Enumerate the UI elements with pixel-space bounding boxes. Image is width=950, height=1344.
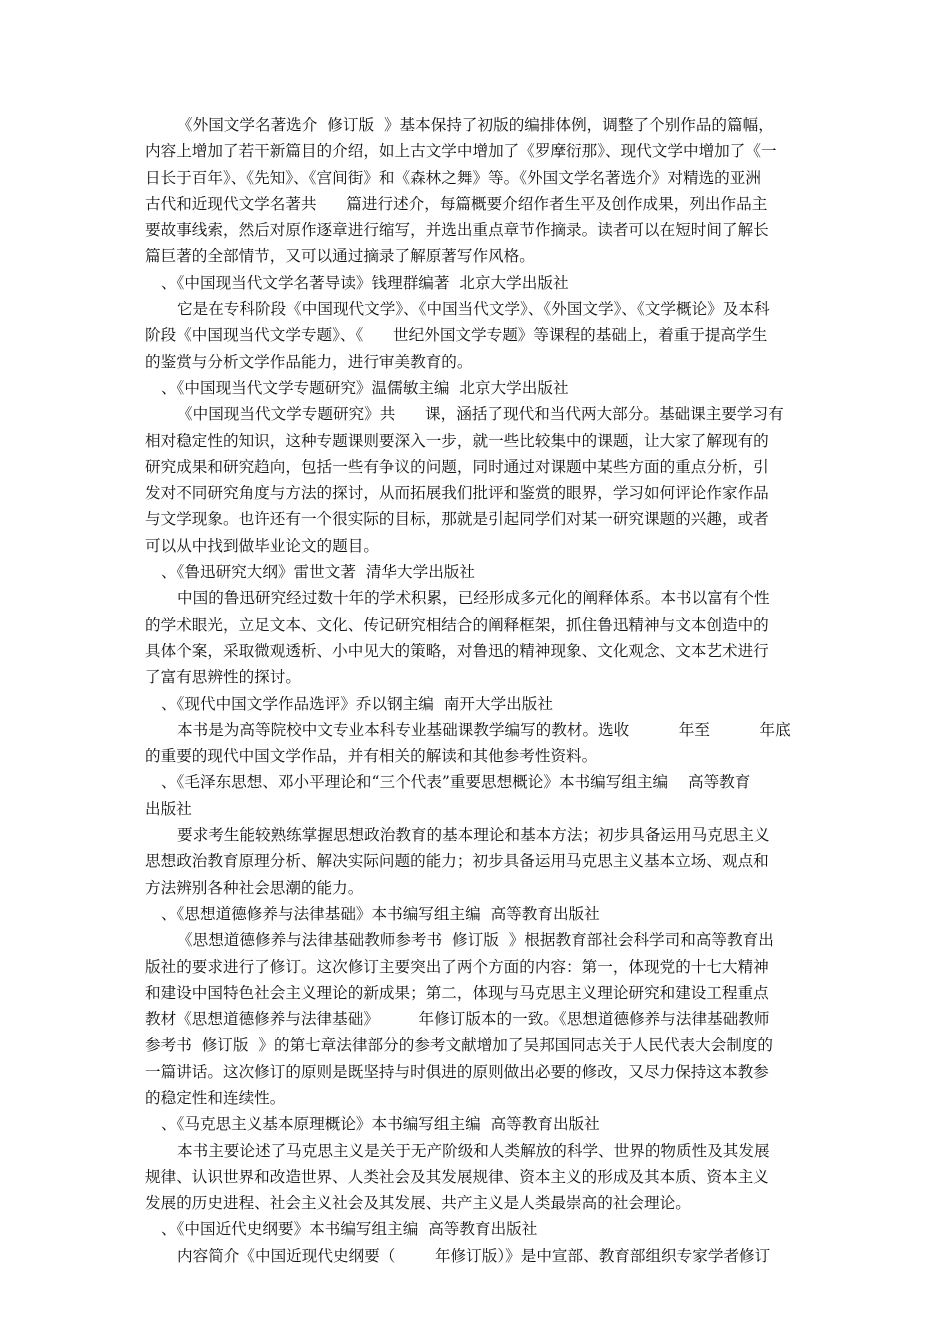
paragraph-line: 思想政治教育原理分析、解决实际问题的能力；初步具备运用马克思主义基本立场、观点和 <box>145 852 769 871</box>
paragraph-line: 可以从中找到做毕业论文的题目。 <box>145 536 379 555</box>
paragraph-line: 古代和近现代文学名著共 篇进行述介，每篇概要介绍作者生平及创作成果，列出作品主 <box>145 194 768 213</box>
paragraph-line: 发展的历史进程、社会主义社会及其发展、共产主义是人类最崇高的社会理论。 <box>145 1194 691 1213</box>
paragraph-line: 的鉴赏与分析文学作品能力，进行审美教育的。 <box>145 352 473 371</box>
paragraph-first-line: 《外国文学名著选介 修订版 》基本保持了初版的编排体例，调整了个别作品的篇幅， <box>177 116 774 134</box>
paragraph-line: 具体个案，采取微观透析、小中见大的策略，对鲁迅的精神现象、文化观念、文本艺术进行 <box>145 641 769 660</box>
book-entry-heading: 、《中国现当代文学专题研究》温儒敏主编 北京大学出版社 <box>161 378 569 397</box>
paragraph-first-line: 中国的鲁迅研究经过数十年的学术积累，已经形成多元化的阐释体系。本书以富有个性 <box>177 589 770 608</box>
paragraph-first-line: 它是在专科阶段《中国现代文学》、《中国当代文学》、《外国文学》、《文学概论》及本科 <box>177 300 770 319</box>
paragraph-line: 方法辨别各种社会思潮的能力。 <box>145 878 364 897</box>
paragraph-first-line: 内容简介《中国近现代史纲要（ 年修订版）》是中宣部、教育部组织专家学者修订 <box>177 1246 771 1265</box>
paragraph-line: 版社的要求进行了修订。这次修订主要突出了两个方面的内容：第一，体现党的十七大精神 <box>145 957 769 976</box>
paragraph-line: 的重要的现代中国文学作品，并有相关的解读和其他参考性资料。 <box>145 747 598 766</box>
paragraph-line: 规律、认识世界和改造世界、人类社会及其发展规律、资本主义的形成及其本质、资本主义 <box>145 1167 769 1186</box>
book-entry-heading: 、《鲁迅研究大纲》雷世文著 清华大学出版社 <box>161 563 475 582</box>
paragraph-line: 了富有思辨性的探讨。 <box>145 668 301 687</box>
paragraph-line: 内容上增加了若干新篇目的介绍，如上古文学中增加了《罗摩衍那》、现代文学中增加了《一 <box>145 142 777 161</box>
paragraph-line: 阶段《中国现当代文学专题》、《 世纪外国文学专题》等课程的基础上，着重于提高学生 <box>145 326 768 345</box>
paragraph-first-line: 《思想道德修养与法律基础教师参考书 修订版 》根据教育部社会科学司和高等教育出 <box>177 931 774 950</box>
paragraph-line: 研究成果和研究趋向，包括一些有争议的问题，同时通过对课题中某些方面的重点分析，引 <box>145 457 769 476</box>
paragraph-first-line: 要求考生能较熟练掌握思想政治教育的基本理论和基本方法；初步具备运用马克思主义 <box>177 826 770 845</box>
paragraph-line: 要故事线索，然后对原作逐章进行缩写，并选出重点章节作摘录。读者可以在短时间了解长 <box>145 221 769 240</box>
book-entry-heading: 、《现代中国文学作品选评》乔以钢主编 南开大学出版社 <box>161 694 553 713</box>
paragraph-line: 发对不同研究角度与方法的探讨，从而拓展我们批评和鉴赏的眼界，学习如何评论作家作品 <box>145 484 769 503</box>
paragraph-first-line: 本书是为高等院校中文专业本科专业基础课教学编写的教材。选收 年至 年底 <box>177 720 791 739</box>
paragraph-line: 相对稳定性的知识，这种专题课则要深入一步，就一些比较集中的课题，让大家了解现有的 <box>145 431 769 450</box>
paragraph-line: 参考书 修订版 》的第七章法律部分的参考文献增加了吴邦国同志关于人民代表大会制度的 <box>145 1036 773 1055</box>
paragraph-line: 日长于百年》、《先知》、《宫间街》和《森林之舞》等。《外国文学名著选介》对精选的亚洲 <box>145 168 761 187</box>
paragraph-first-line: 本书主要论述了马克思主义是关于无产阶级和人类解放的科学、世界的物质性及其发展 <box>177 1141 770 1160</box>
book-entry-heading: 、《中国近代史纲要》本书编写组主编 高等教育出版社 <box>161 1220 538 1239</box>
paragraph-line: 一篇讲话。这次修订的原则是既坚持与时俱进的原则做出必要的修改，又尽力保持这本教参 <box>145 1062 769 1081</box>
document-page <box>145 112 810 1269</box>
paragraph-line: 出版社 <box>145 799 192 818</box>
book-entry-heading: 、《思想道德修养与法律基础》本书编写组主编 高等教育出版社 <box>161 904 600 923</box>
paragraph-line: 和建设中国特色社会主义理论的新成果；第二，体现与马克思主义理论研究和建设工程重点 <box>145 983 769 1002</box>
paragraph-first-line: 《中国现当代文学专题研究》共 课，涵括了现代和当代两大部分。基础课主要学习有 <box>177 405 784 424</box>
paragraph-line: 的稳定性和连续性。 <box>145 1088 286 1107</box>
paragraph-line: 与文学现象。也许还有一个很实际的目标，那就是引起同学们对某一研究课题的兴趣，或者 <box>145 510 769 529</box>
book-entry-heading: 、《马克思主义基本原理概论》本书编写组主编 高等教育出版社 <box>161 1115 600 1134</box>
paragraph-line: 的学术眼光，立足文本、文化、传记研究相结合的阐释框架，抓住鲁迅精神与文本创造中的 <box>145 615 769 634</box>
paragraph-line: 篇巨著的全部情节，又可以通过摘录了解原著写作风格。 <box>145 247 535 266</box>
paragraph-line: 教材《思想道德修养与法律基础》 年修订版本的一致。《思想道德修养与法律基础教师 <box>145 1010 770 1029</box>
book-entry-heading: 、《中国现当代文学名著导读》钱理群编著 北京大学出版社 <box>161 273 569 292</box>
book-entry-heading: 、《毛泽东思想、邓小平理论和“三个代表”重要思想概论》本书编写组主编 高等教育 <box>161 773 751 792</box>
